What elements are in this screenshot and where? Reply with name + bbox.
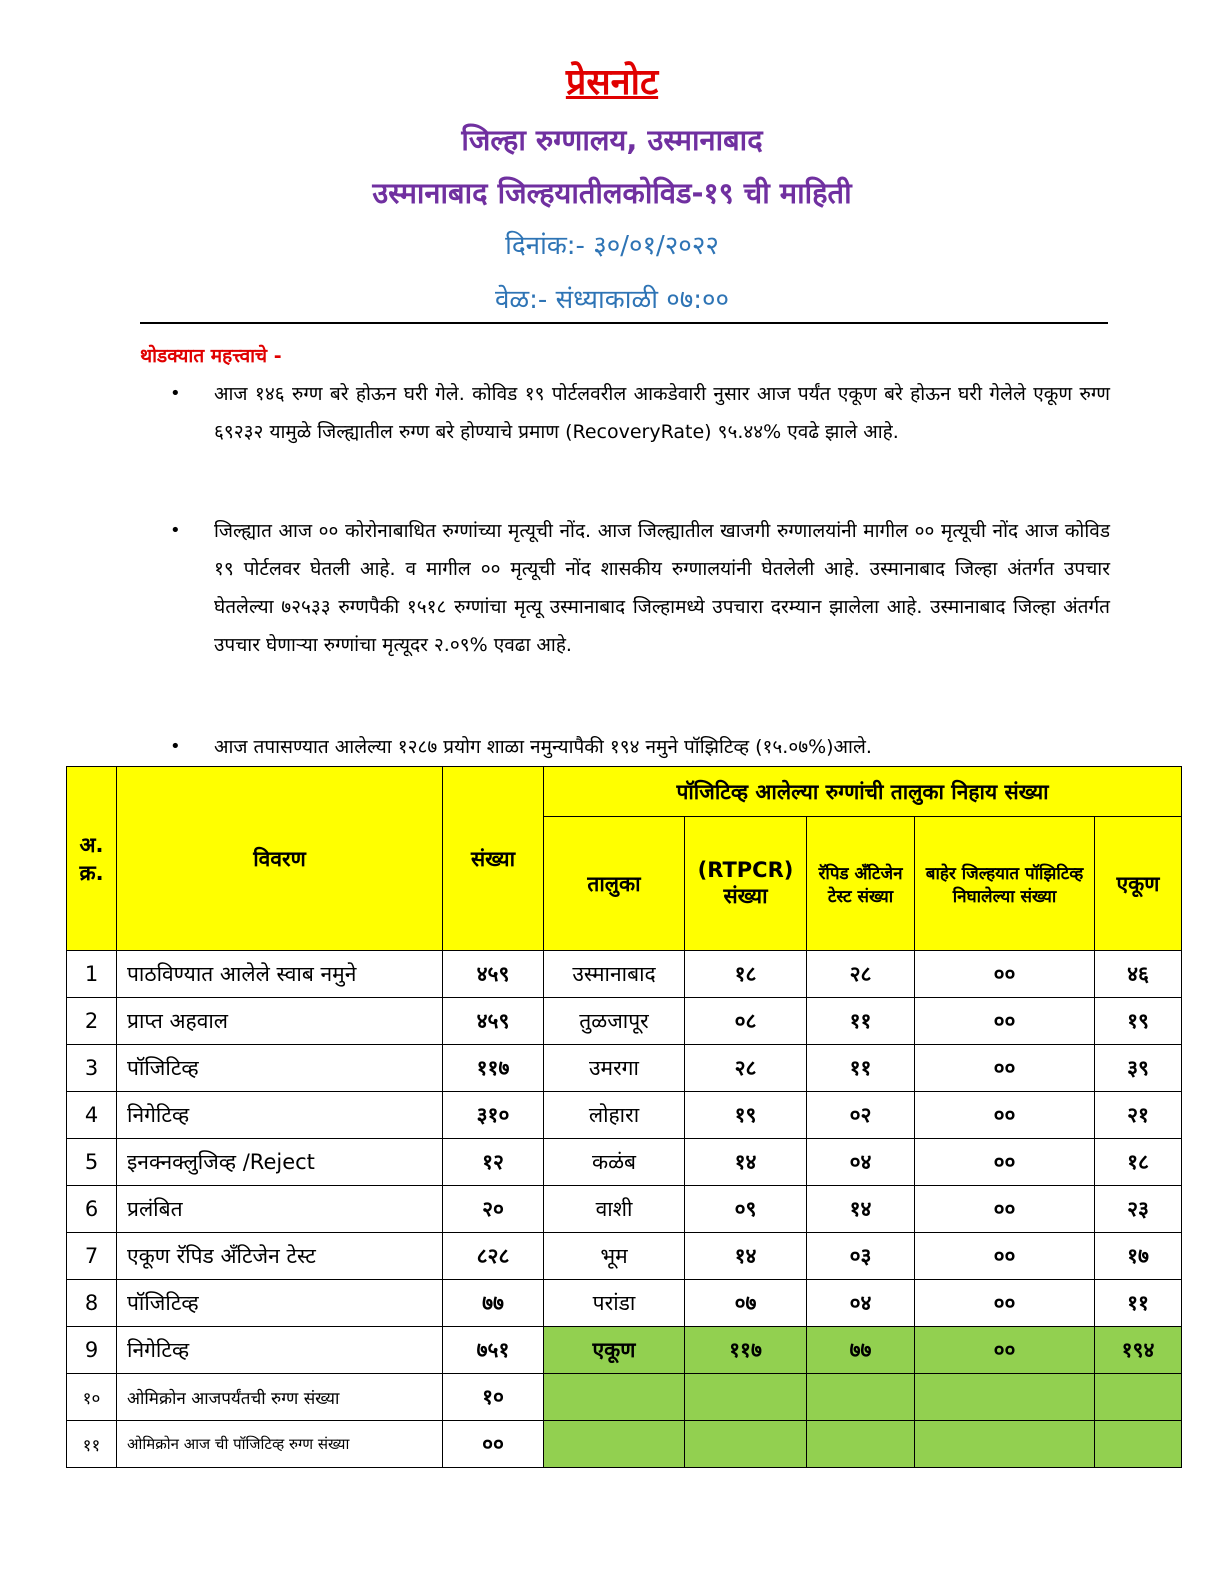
taluka-cell: लोहारा bbox=[544, 1092, 685, 1139]
outside-cell: ०० bbox=[915, 951, 1095, 998]
report-time: वेळ:- संध्याकाळी ०७:०० bbox=[494, 285, 730, 315]
table-row bbox=[67, 1139, 1182, 1186]
outside-total: ०० bbox=[915, 1327, 1095, 1374]
outside-cell: ०० bbox=[915, 1045, 1095, 1092]
outside-cell: ०० bbox=[915, 998, 1095, 1045]
empty-cell bbox=[1095, 1374, 1182, 1421]
taluka-cell: उस्मानाबाद bbox=[544, 951, 685, 998]
header-total: एकूण bbox=[1095, 817, 1182, 951]
empty-cell bbox=[807, 1374, 915, 1421]
bullet-icon: • bbox=[170, 736, 181, 757]
bullet-icon: • bbox=[170, 383, 181, 404]
sr-cell: 6 bbox=[67, 1186, 117, 1233]
table-row bbox=[67, 951, 1182, 998]
empty-cell bbox=[807, 1421, 915, 1468]
rapid-cell: ०४ bbox=[807, 1280, 915, 1327]
total-cell: २१ bbox=[1095, 1092, 1182, 1139]
header-rtpcr: (RTPCR) संख्या bbox=[685, 817, 807, 951]
sr-cell: 2 bbox=[67, 998, 117, 1045]
rapid-cell: ०४ bbox=[807, 1139, 915, 1186]
rapid-cell: १४ bbox=[807, 1186, 915, 1233]
sr-cell: 3 bbox=[67, 1045, 117, 1092]
header-description: विवरण bbox=[117, 767, 443, 951]
total-cell: ३९ bbox=[1095, 1045, 1182, 1092]
sr-cell: 7 bbox=[67, 1233, 117, 1280]
description-cell: ओमिक्रोन आजपर्यंतची रुग्ण संख्या bbox=[117, 1374, 443, 1421]
header-outside: बाहेर जिल्हयात पॉझिटिव्ह निघालेल्या संख्या bbox=[915, 817, 1095, 951]
rtpcr-cell: ०९ bbox=[685, 1186, 807, 1233]
report-date: दिनांक:- ३०/०१/२०२२ bbox=[505, 231, 719, 261]
rapid-cell: २८ bbox=[807, 951, 915, 998]
header-taluka: तालुका bbox=[544, 817, 685, 951]
table-row bbox=[67, 1280, 1182, 1327]
bullet-icon: • bbox=[170, 520, 181, 541]
rtpcr-cell: १४ bbox=[685, 1233, 807, 1280]
rtpcr-total: ११७ bbox=[685, 1327, 807, 1374]
table-row bbox=[67, 1421, 1182, 1468]
divider bbox=[140, 322, 1108, 324]
outside-cell: ०० bbox=[915, 1233, 1095, 1280]
description-cell: पॉजिटिव्ह bbox=[117, 1045, 443, 1092]
rapid-cell: ११ bbox=[807, 998, 915, 1045]
description-cell: पॉजिटिव्ह bbox=[117, 1280, 443, 1327]
taluka-cell: कळंब bbox=[544, 1139, 685, 1186]
rapid-cell: ०२ bbox=[807, 1092, 915, 1139]
count-cell: २० bbox=[443, 1186, 544, 1233]
count-cell: ७५१ bbox=[443, 1327, 544, 1374]
rtpcr-cell: २८ bbox=[685, 1045, 807, 1092]
table-row bbox=[67, 1186, 1182, 1233]
table-row bbox=[67, 1045, 1182, 1092]
empty-cell bbox=[915, 1421, 1095, 1468]
empty-cell bbox=[685, 1374, 807, 1421]
rtpcr-cell: १४ bbox=[685, 1139, 807, 1186]
sr-cell: 9 bbox=[67, 1327, 117, 1374]
count-cell: १० bbox=[443, 1374, 544, 1421]
total-cell: ११ bbox=[1095, 1280, 1182, 1327]
covid-data-table bbox=[66, 766, 1182, 1468]
rtpcr-cell: १९ bbox=[685, 1092, 807, 1139]
description-cell: एकूण रॅपिड अँटिजेन टेस्ट bbox=[117, 1233, 443, 1280]
description-cell: प्राप्त अहवाल bbox=[117, 998, 443, 1045]
table-row bbox=[67, 1233, 1182, 1280]
empty-cell bbox=[544, 1374, 685, 1421]
outside-cell: ०० bbox=[915, 1280, 1095, 1327]
total-cell: १७ bbox=[1095, 1233, 1182, 1280]
bullet-text: आज तपासण्यात आलेल्या १२८७ प्रयोग शाळा नमुन्यापैकी १९४ नमुने पॉझिटिव्ह (१५.०७%)आले. bbox=[214, 736, 872, 758]
total-cell: १९ bbox=[1095, 998, 1182, 1045]
taluka-cell: परांडा bbox=[544, 1280, 685, 1327]
sr-cell: 1 bbox=[67, 951, 117, 998]
rtpcr-cell: ०८ bbox=[685, 998, 807, 1045]
sr-cell: ११ bbox=[67, 1421, 117, 1468]
count-cell: ४५९ bbox=[443, 998, 544, 1045]
count-cell: ७७ bbox=[443, 1280, 544, 1327]
report-subject: उस्मानाबाद जिल्हयातीलकोविड-१९ ची माहिती bbox=[372, 176, 852, 210]
sr-cell: १० bbox=[67, 1374, 117, 1421]
count-cell: ३१० bbox=[443, 1092, 544, 1139]
outside-cell: ०० bbox=[915, 1139, 1095, 1186]
rapid-cell: ११ bbox=[807, 1045, 915, 1092]
header-sr: अ. क्र. bbox=[67, 767, 117, 951]
empty-cell bbox=[685, 1421, 807, 1468]
highlights-heading: थोडक्यात महत्त्वाचे - bbox=[140, 345, 282, 367]
table-row bbox=[67, 998, 1182, 1045]
sr-cell: 5 bbox=[67, 1139, 117, 1186]
rapid-cell: ०३ bbox=[807, 1233, 915, 1280]
total-cell: २३ bbox=[1095, 1186, 1182, 1233]
outside-cell: ०० bbox=[915, 1186, 1095, 1233]
sr-cell: 8 bbox=[67, 1280, 117, 1327]
description-cell: निगेटिव्ह bbox=[117, 1327, 443, 1374]
grand-total: १९४ bbox=[1095, 1327, 1182, 1374]
empty-cell bbox=[544, 1421, 685, 1468]
total-cell: ४६ bbox=[1095, 951, 1182, 998]
header-taluka-group: पॉजिटिव्ह आलेल्या रुग्णांची तालुका निहाय संख्या bbox=[544, 767, 1182, 817]
count-cell: ०० bbox=[443, 1421, 544, 1468]
description-cell: इनक्नक्लुजिव्ह /Reject bbox=[117, 1139, 443, 1186]
table-row bbox=[67, 1092, 1182, 1139]
hospital-name: जिल्हा रुग्णालय, उस्मानाबाद bbox=[461, 123, 763, 157]
sr-cell: 4 bbox=[67, 1092, 117, 1139]
empty-cell bbox=[1095, 1421, 1182, 1468]
count-cell: ११७ bbox=[443, 1045, 544, 1092]
outside-cell: ०० bbox=[915, 1092, 1095, 1139]
taluka-cell: तुळजापूर bbox=[544, 998, 685, 1045]
page-title: प्रेसनोट bbox=[565, 62, 659, 103]
highlight-bullet-2 bbox=[170, 512, 1110, 664]
empty-cell bbox=[915, 1374, 1095, 1421]
description-cell: निगेटिव्ह bbox=[117, 1092, 443, 1139]
table-row bbox=[67, 1374, 1182, 1421]
header-count: संख्या bbox=[443, 767, 544, 951]
description-cell: ओमिक्रोन आज ची पॉजिटिव्ह रुग्ण संख्या bbox=[117, 1421, 443, 1468]
count-cell: १२ bbox=[443, 1139, 544, 1186]
taluka-cell: वाशी bbox=[544, 1186, 685, 1233]
taluka-cell: भूम bbox=[544, 1233, 685, 1280]
rtpcr-cell: १८ bbox=[685, 951, 807, 998]
rapid-total: ७७ bbox=[807, 1327, 915, 1374]
count-cell: ४५९ bbox=[443, 951, 544, 998]
total-cell: १८ bbox=[1095, 1139, 1182, 1186]
highlight-bullet-1 bbox=[170, 375, 1110, 451]
bullet-text: आज १४६ रुग्ण बरे होऊन घरी गेले. कोविड १९ पोर्टलवरील आकडेवारी नुसार आज पर्यंत एकूण बरे होऊन घरी गेलेले एकूण रुग्ण ६९२३२ यामुळे जिल्ह्यातील रुग्ण बरे होण्याचे प्रमाण (RecoveryRate) ९५.४४% एवढे झाले आहे. bbox=[214, 383, 1110, 443]
table-row bbox=[67, 1327, 1182, 1374]
header-rapid: रॅपिड अँटिजेन टेस्ट संख्या bbox=[807, 817, 915, 951]
count-cell: ८२८ bbox=[443, 1233, 544, 1280]
description-cell: पाठविण्यात आलेले स्वाब नमुने bbox=[117, 951, 443, 998]
taluka-total-label: एकूण bbox=[544, 1327, 685, 1374]
highlight-bullet-3 bbox=[170, 728, 1110, 766]
rtpcr-cell: ०७ bbox=[685, 1280, 807, 1327]
taluka-cell: उमरगा bbox=[544, 1045, 685, 1092]
bullet-text: जिल्ह्यात आज ०० कोरोनाबाधित रुग्णांच्या मृत्यूची नोंद. आज जिल्ह्यातील खाजगी रुग्णालयांनी मागील ०० मृत्यूची नोंद आज कोविड १९ पोर्टलवर घेतली आहे. व मागील ०० मृत्यूची नोंद शासकीय रुग्णालयांनी घेतलेली आहे. उस्मानाबाद जिल्हा अंतर्गत उपचार घेतलेल्या ७२५३३ रुग्णपैकी १५१८ रुग्णांचा मृत्यू उस्मानाबाद जिल्हामध्ये उपचारा दरम्यान झालेला आहे. उस्मानाबाद जिल्हा अंतर्गत उपचार घेणाऱ्या रुग्णांचा मृत्यूदर २.०९% एवढा आहे. bbox=[214, 520, 1110, 656]
description-cell: प्रलंबित bbox=[117, 1186, 443, 1233]
